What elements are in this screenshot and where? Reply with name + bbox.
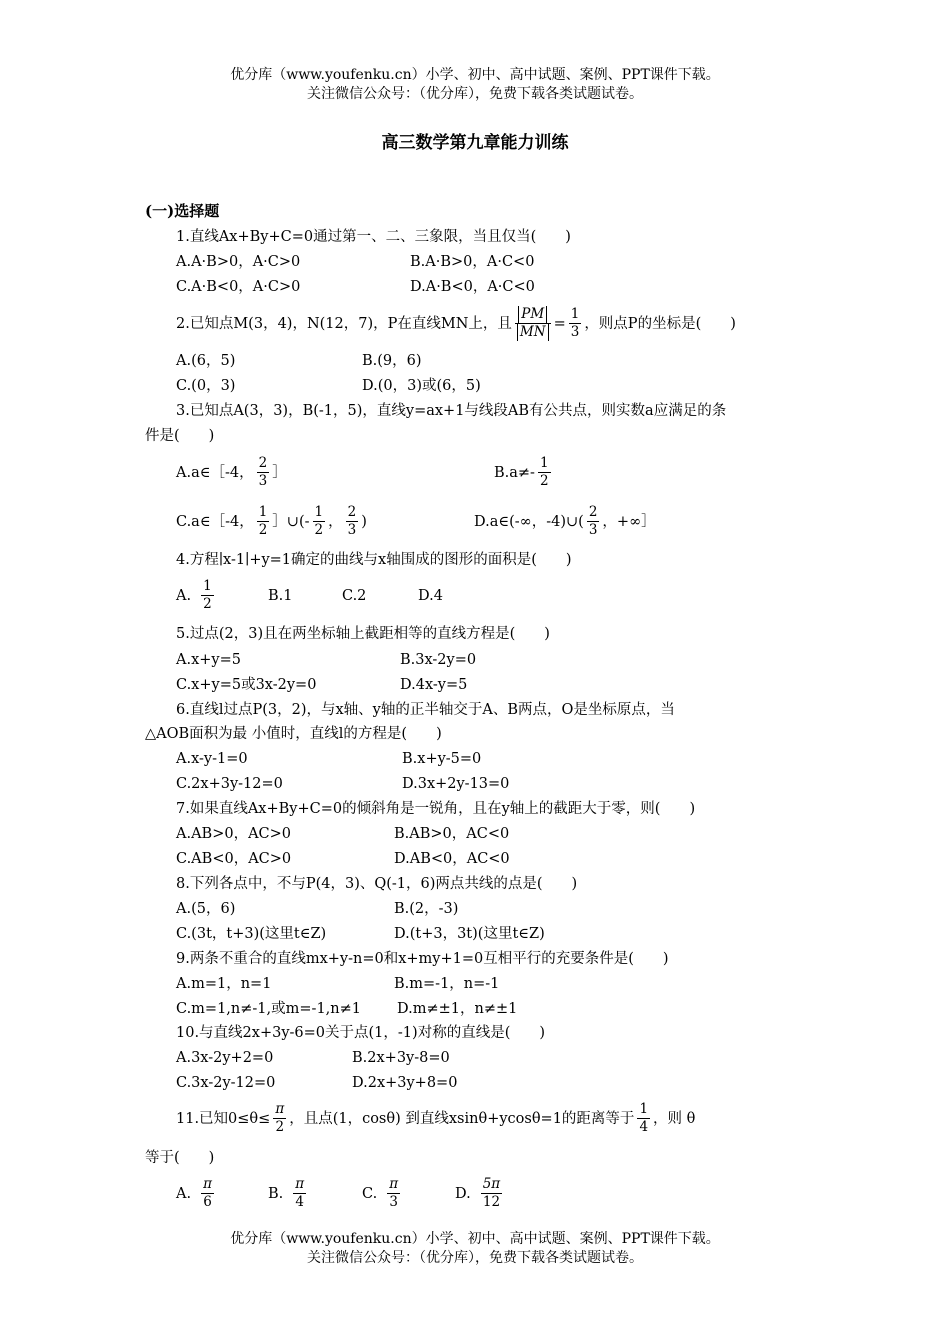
q9-option-a: A.m=1，n=1 [176, 976, 272, 992]
q1-stem: 1.直线Ax+By+C=0通过第一、二、三象限，当且仅当( ) [176, 229, 571, 245]
q5-option-b: B.3x-2y=0 [400, 652, 477, 668]
q2-value-num: 1 [570, 306, 580, 322]
q9-option-d: D.m≠±1，n≠±1 [397, 1001, 518, 1017]
q6-option-d: D.3x+2y-13=0 [402, 776, 510, 792]
q11-b-num: π [295, 1176, 305, 1192]
q6-stem-line-2: △AOB面积为最 小值时，直线l的方程是( ) [145, 726, 442, 742]
q3-option-c [176, 504, 367, 539]
q3-a-pre: A.a∈［-4， [176, 464, 254, 481]
page-title: 高三数学第九章能力训练 [381, 133, 569, 153]
q3-c-den-2: 2 [314, 522, 324, 538]
q3-option-d [474, 504, 656, 539]
q11-stem [176, 1101, 695, 1136]
q8-option-d: D.(t+3，3t)(这里t∈Z) [394, 926, 545, 942]
q2-option-c: C.(0，3) [176, 378, 236, 394]
q8-stem: 8.下列各点中，不与P(4，3)、Q(-1，6)两点共线的点是( ) [176, 876, 578, 892]
q3-a-post: ］ [272, 464, 287, 481]
q8-option-c: C.(3t，t+3)(这里t∈Z) [176, 926, 327, 942]
q4-option-a [176, 578, 217, 613]
q6-option-c: C.2x+3y-12=0 [176, 776, 283, 792]
q4-option-b: B.1 [268, 588, 293, 604]
q3-c-fraction-3 [346, 504, 359, 539]
q6-option-a: A.x-y-1=0 [176, 751, 248, 767]
q11-range-num: π [275, 1101, 285, 1117]
q1-option-c: C.A·B<0，A·C>0 [176, 279, 301, 295]
q11-range-fraction [273, 1101, 286, 1136]
q3-a-den: 3 [258, 473, 268, 489]
q2-option-d: D.(0，3)或(6，5) [362, 378, 481, 394]
q11-range-den: 2 [275, 1119, 285, 1135]
q4-option-c: C.2 [342, 588, 367, 604]
q3-b-pre: B.a≠- [494, 464, 535, 481]
q2-option-a: A.(6，5) [176, 353, 236, 369]
q3-a-num: 2 [258, 455, 268, 471]
q11-stem-line-2: 等于( ) [145, 1150, 215, 1166]
q3-c-sep: ， [328, 513, 343, 530]
footer-line-2: 关注微信公众号：（优分库），免费下载各类试题试卷。 [307, 1250, 643, 1266]
q11-d-fraction [481, 1176, 502, 1211]
q11-a-num: π [203, 1176, 212, 1192]
q2-value-fraction [569, 306, 582, 341]
q10-stem: 10.与直线2x+3y-6=0关于点(1，-1)对称的直线是( ) [176, 1025, 546, 1041]
q11-c-pre: C. [362, 1185, 378, 1202]
q3-d-pre: D.a∈(-∞，-4)∪( [474, 513, 584, 530]
q11-option-c [362, 1176, 403, 1211]
q2-stem-start: 2.已知点M(3，4)，N(12，7)，P在直线MN上，且 [176, 315, 512, 332]
footer-line-1: 优分库（www.youfenku.cn）小学、初中、高中试题、案例、PPT课件下载。 [230, 1231, 720, 1247]
q3-c-den-1: 2 [258, 522, 268, 538]
q2-value-den: 3 [570, 324, 580, 340]
q11-stem-end: ，则 θ [653, 1110, 696, 1127]
q2-ratio-num: PM [518, 306, 547, 323]
q3-c-num-2: 1 [314, 504, 324, 520]
q4-a-num: 1 [203, 578, 212, 594]
q11-d-den: 12 [482, 1194, 501, 1210]
q7-stem: 7.如果直线Ax+By+C=0的倾斜角是一锐角，且在y轴上的截距大于零，则( ) [176, 801, 696, 817]
q2-stem [176, 306, 736, 341]
q4-option-d: D.4 [418, 588, 443, 604]
q11-a-den: 6 [203, 1194, 212, 1210]
q3-c-mid: ］∪(- [272, 513, 310, 530]
q4-a-den: 2 [203, 596, 212, 612]
q8-option-b: B.(2，-3) [394, 901, 459, 917]
q3-option-a [176, 455, 287, 490]
q9-option-b: B.m=-1，n=-1 [394, 976, 500, 992]
q11-distance-num: 1 [639, 1101, 649, 1117]
q5-option-c: C.x+y=5或3x-2y=0 [176, 677, 317, 693]
q3-d-fraction [587, 504, 600, 539]
q9-option-c: C.m=1,n≠-1,或m=-1,n≠1 [176, 1001, 361, 1017]
q5-option-a: A.x+y=5 [176, 652, 241, 668]
header-line-1: 优分库（www.youfenku.cn）小学、初中、高中试题、案例、PPT课件下载。 [230, 67, 720, 83]
q5-option-d: D.4x-y=5 [400, 677, 468, 693]
q10-option-b: B.2x+3y-8=0 [352, 1050, 450, 1066]
q8-option-a: A.(5，6) [176, 901, 236, 917]
q11-d-num: 5π [482, 1176, 501, 1192]
q10-option-c: C.3x-2y-12=0 [176, 1075, 276, 1091]
q3-b-fraction [538, 455, 551, 490]
q3-b-num: 1 [539, 455, 549, 471]
q3-d-den: 3 [588, 522, 598, 538]
q7-option-d: D.AB<0，AC<0 [394, 851, 510, 867]
q11-c-fraction [387, 1176, 400, 1211]
q3-option-b [494, 455, 554, 490]
q6-stem-line-1: 6.直线l过点P(3，2)，与x轴、y轴的正半轴交于A、B两点，O是坐标原点，当 [176, 702, 675, 718]
q3-b-den: 2 [539, 473, 549, 489]
q1-option-a: A.A·B>0，A·C>0 [176, 254, 301, 270]
q11-a-pre: A. [176, 1185, 192, 1202]
q3-c-fraction-1 [257, 504, 270, 539]
q11-stem-start: 11.已知0≤θ≤ [176, 1110, 271, 1127]
q11-d-pre: D. [455, 1185, 471, 1202]
q2-equals: = [553, 315, 566, 332]
q2-ratio-fraction [515, 306, 551, 341]
q3-c-den-3: 3 [347, 522, 357, 538]
q11-distance-fraction [637, 1101, 650, 1136]
q3-c-pre: C.a∈［-4， [176, 513, 254, 530]
q11-b-den: 4 [295, 1194, 304, 1210]
q4-stem: 4.方程∣x-1∣+y=1确定的曲线与x轴围成的图形的面积是( ) [176, 552, 572, 568]
q3-a-fraction [257, 455, 270, 490]
q7-option-c: C.AB<0，AC>0 [176, 851, 292, 867]
q3-d-post: ，+∞］ [602, 513, 656, 530]
q4-a-pre: A. [176, 587, 192, 604]
q11-b-fraction [293, 1176, 306, 1211]
section-heading: (一)选择题 [145, 202, 220, 220]
q6-option-b: B.x+y-5=0 [402, 751, 482, 767]
q9-stem: 9.两条不重合的直线mx+y-n=0和x+my+1=0互相平行的充要条件是( ) [176, 951, 669, 967]
q11-option-d [455, 1176, 505, 1211]
header-line-2: 关注微信公众号：（优分库），免费下载各类试题试卷。 [307, 86, 643, 102]
q1-option-b: B.A·B>0，A·C<0 [410, 254, 535, 270]
q11-option-a [176, 1176, 217, 1211]
q11-stem-middle: ，且点(1，cosθ) 到直线xsinθ+ycosθ=1的距离等于 [289, 1110, 635, 1127]
q11-a-fraction [201, 1176, 214, 1211]
q11-b-pre: B. [268, 1185, 284, 1202]
q1-option-d: D.A·B<0，A·C<0 [410, 279, 535, 295]
q3-c-post: ) [361, 513, 367, 530]
q3-c-num-1: 1 [258, 504, 268, 520]
q11-c-num: π [389, 1176, 399, 1192]
q7-option-b: B.AB>0，AC<0 [394, 826, 510, 842]
q10-option-d: D.2x+3y+8=0 [352, 1075, 458, 1091]
q3-c-num-3: 2 [347, 504, 357, 520]
q11-c-den: 3 [389, 1194, 398, 1210]
q2-stem-end: ，则点P的坐标是( ) [584, 315, 736, 332]
q7-option-a: A.AB>0，AC>0 [176, 826, 292, 842]
q11-option-b [268, 1176, 309, 1211]
q2-option-b: B.(9，6) [362, 353, 422, 369]
q3-d-num: 2 [588, 504, 598, 520]
q5-stem: 5.过点(2，3)且在两坐标轴上截距相等的直线方程是( ) [176, 626, 550, 642]
q10-option-a: A.3x-2y+2=0 [176, 1050, 274, 1066]
q11-distance-den: 4 [639, 1119, 649, 1135]
q2-ratio-den: MN [517, 324, 549, 341]
q4-a-fraction [201, 578, 214, 613]
q3-c-fraction-2 [313, 504, 326, 539]
q3-stem-line-2: 件是( ) [145, 428, 215, 444]
q3-stem-line-1: 3.已知点A(3，3)，B(-1，5)，直线y=ax+1与线段AB有公共点，则实数a应满足的条 [176, 403, 727, 419]
